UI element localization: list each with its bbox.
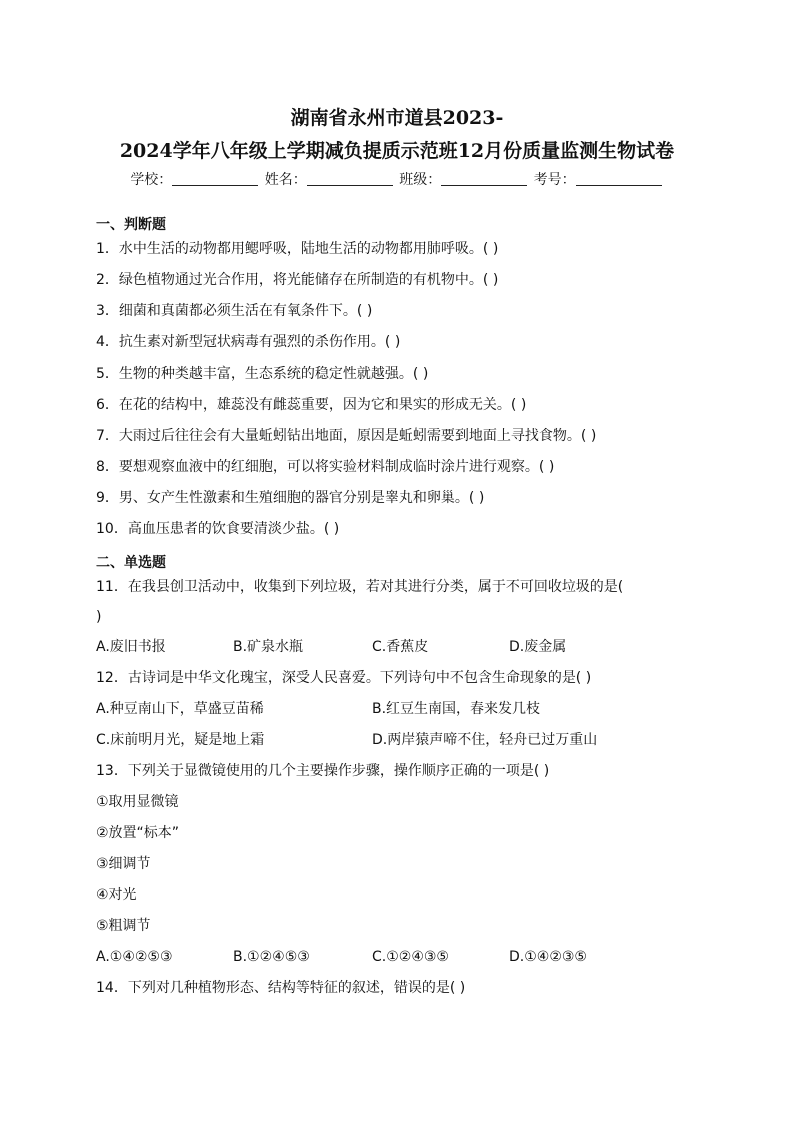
question-item: 4．抗生素对新型冠状病毒有强烈的杀伤作用。( ) bbox=[96, 334, 401, 350]
q12-option-c: C.床前明月光，疑是地上霜 bbox=[96, 732, 265, 748]
question-item: 9．男、女产生性激素和生殖细胞的器官分别是睾丸和卵巢。( ) bbox=[96, 490, 485, 506]
q13-option-d: D.①④②③⑤ bbox=[509, 949, 587, 965]
q12-option-b: B.红豆生南国，春来发几枝 bbox=[372, 701, 541, 717]
q12-option-d: D.两岸猿声啼不住，轻舟已过万重山 bbox=[372, 732, 598, 748]
question-14-stem: 14．下列对几种植物形态、结构等特征的叙述，错误的是( ) bbox=[96, 980, 466, 996]
q11-option-a: A.废旧书报 bbox=[96, 639, 166, 655]
exam-title-line1: 湖南省永州市道县2023- bbox=[290, 107, 504, 129]
school-blank[interactable] bbox=[172, 171, 258, 186]
section-heading-single-choice: 二、单选题 bbox=[96, 555, 166, 571]
section-heading-judgement: 一、判断题 bbox=[96, 217, 166, 233]
question-item: 6．在花的结构中，雄蕊没有雌蕊重要，因为它和果实的形成无关。( ) bbox=[96, 397, 527, 413]
question-item: 10．高血压患者的饮食要清淡少盐。( ) bbox=[96, 521, 340, 537]
q11-option-b: B.矿泉水瓶 bbox=[233, 639, 304, 655]
school-label: 学校： bbox=[130, 172, 173, 188]
question-12-stem: 12．古诗词是中华文化瑰宝，深受人民喜爱。下列诗句中不包含生命现象的是( ) bbox=[96, 670, 592, 686]
name-blank[interactable] bbox=[307, 171, 393, 186]
question-item: 5．生物的种类越丰富，生态系统的稳定性就越强。( ) bbox=[96, 366, 429, 382]
exam-number-blank[interactable] bbox=[576, 171, 662, 186]
question-11-stem-cont: ) bbox=[96, 609, 102, 625]
q11-option-c: C.香蕉皮 bbox=[372, 639, 429, 655]
question-item: 8．要想观察血液中的红细胞，可以将实验材料制成临时涂片进行观察。( ) bbox=[96, 459, 555, 475]
name-label: 姓名： bbox=[264, 172, 307, 188]
student-info-row bbox=[0, 170, 794, 190]
q13-step: ③细调节 bbox=[96, 856, 151, 872]
q13-option-c: C.①②④③⑤ bbox=[372, 949, 449, 965]
question-13-stem: 13．下列关于显微镜使用的几个主要操作步骤，操作顺序正确的一项是( ) bbox=[96, 763, 550, 779]
question-item: 3．细菌和真菌都必须生活在有氧条件下。( ) bbox=[96, 303, 373, 319]
class-blank[interactable] bbox=[441, 171, 527, 186]
q13-option-a: A.①④②⑤③ bbox=[96, 949, 173, 965]
question-item: 1．水中生活的动物都用鳃呼吸，陆地生活的动物都用肺呼吸。( ) bbox=[96, 241, 499, 257]
question-item: 7．大雨过后往往会有大量蚯蚓钻出地面，原因是蚯蚓需要到地面上寻找食物。( ) bbox=[96, 428, 597, 444]
question-item: 2．绿色植物通过光合作用，将光能储存在所制造的有机物中。( ) bbox=[96, 272, 499, 288]
q13-step: ④对光 bbox=[96, 887, 137, 903]
q13-step: ②放置“标本” bbox=[96, 825, 180, 841]
q13-option-b: B.①②④⑤③ bbox=[233, 949, 310, 965]
q11-option-d: D.废金属 bbox=[509, 639, 567, 655]
q13-step: ⑤粗调节 bbox=[96, 918, 151, 934]
class-label: 班级： bbox=[399, 172, 442, 188]
q13-step: ①取用显微镜 bbox=[96, 794, 179, 810]
question-11-stem: 11．在我县创卫活动中，收集到下列垃圾，若对其进行分类，属于不可回收垃圾的是( bbox=[96, 579, 624, 595]
exam-number-label: 考号： bbox=[533, 172, 576, 188]
exam-title-line2: 2024学年八年级上学期减负提质示范班12月份质量监测生物试卷 bbox=[119, 140, 675, 162]
q12-option-a: A.种豆南山下，草盛豆苗稀 bbox=[96, 701, 264, 717]
